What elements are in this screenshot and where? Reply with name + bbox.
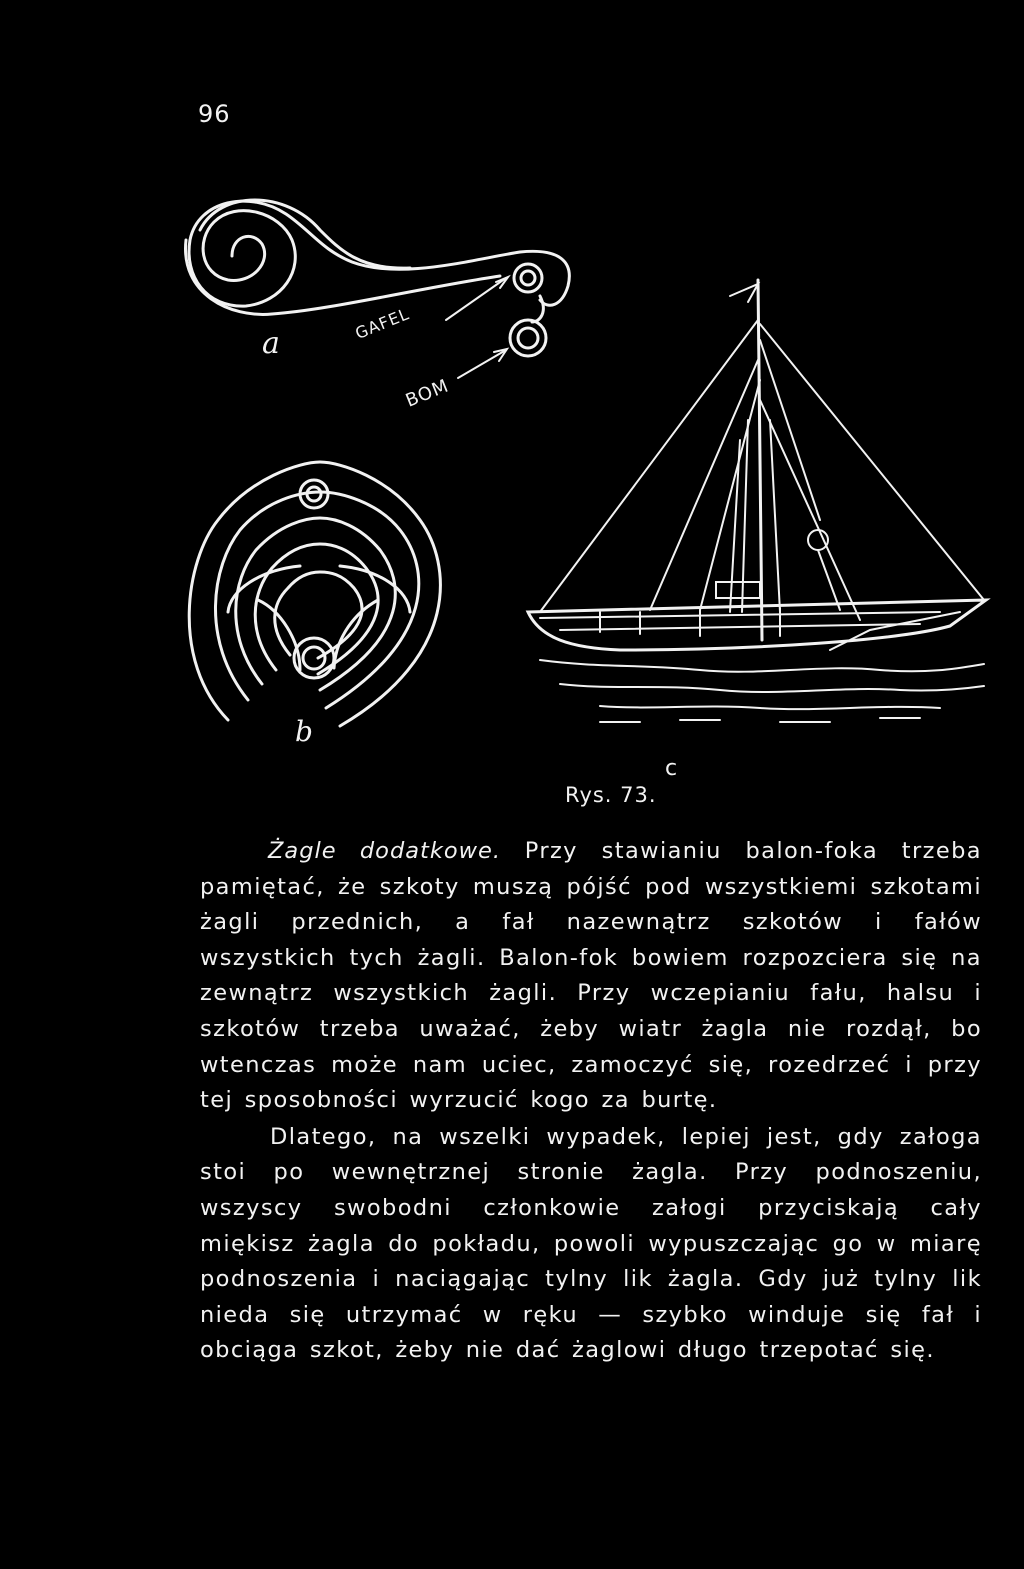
figure-a-spiral xyxy=(186,200,570,378)
figure-b-rolled-sail xyxy=(189,462,440,726)
label-gafel: GAFEL xyxy=(352,304,413,343)
figure-caption: Rys. 73. xyxy=(565,783,657,807)
section-heading: Żagle dodatkowe. xyxy=(268,838,502,864)
label-bom: BOM xyxy=(402,375,453,412)
page-number: 96 xyxy=(198,100,231,128)
body-text xyxy=(200,834,982,1369)
figure-label-c: c xyxy=(665,756,678,781)
paragraph-1 xyxy=(200,834,982,1119)
figure-label-b: b xyxy=(295,715,313,748)
figure-label-a: a xyxy=(262,326,280,361)
figure-c-sailboat xyxy=(528,280,986,722)
paragraph-2: Dlatego, na wszelki wypadek, lepiej jest, gdy załoga stoi po wewnętrznej stronie żagla. Przy podnoszeniu, wszyscy swobodni członkowie załogi przyciskają cały miękisz żagla do pokładu, powoli wypuszczając go w miarę podnoszenia i naciągając tylny lik żagla. Gdy już tylny lik nieda się utrzymać w ręku — szybko winduje się fał i obciąga szkot, żeby nie dać żaglowi długo trzepotać się. xyxy=(200,1123,982,1364)
paragraph-1-body: Przy stawianiu balon-foka trzeba pamiętać, że szkoty muszą pójść pod wszystkiemi szkotami żagli przednich, a fał nazewnątrz szkotów i fałów wszystkich tych żagli. Balon-fok bowiem rozpozciera się na zewnątrz wszystkich żagli. Przy wczepianiu fału, halsu i szkotów trzeba uważać, żeby wiatr żagla nie rozdął, bo wtenczas może nam uciec, zamoczyć się, rozedrzeć i przy tej sposobności wyrzucić kogo za burtę. xyxy=(200,838,982,1114)
